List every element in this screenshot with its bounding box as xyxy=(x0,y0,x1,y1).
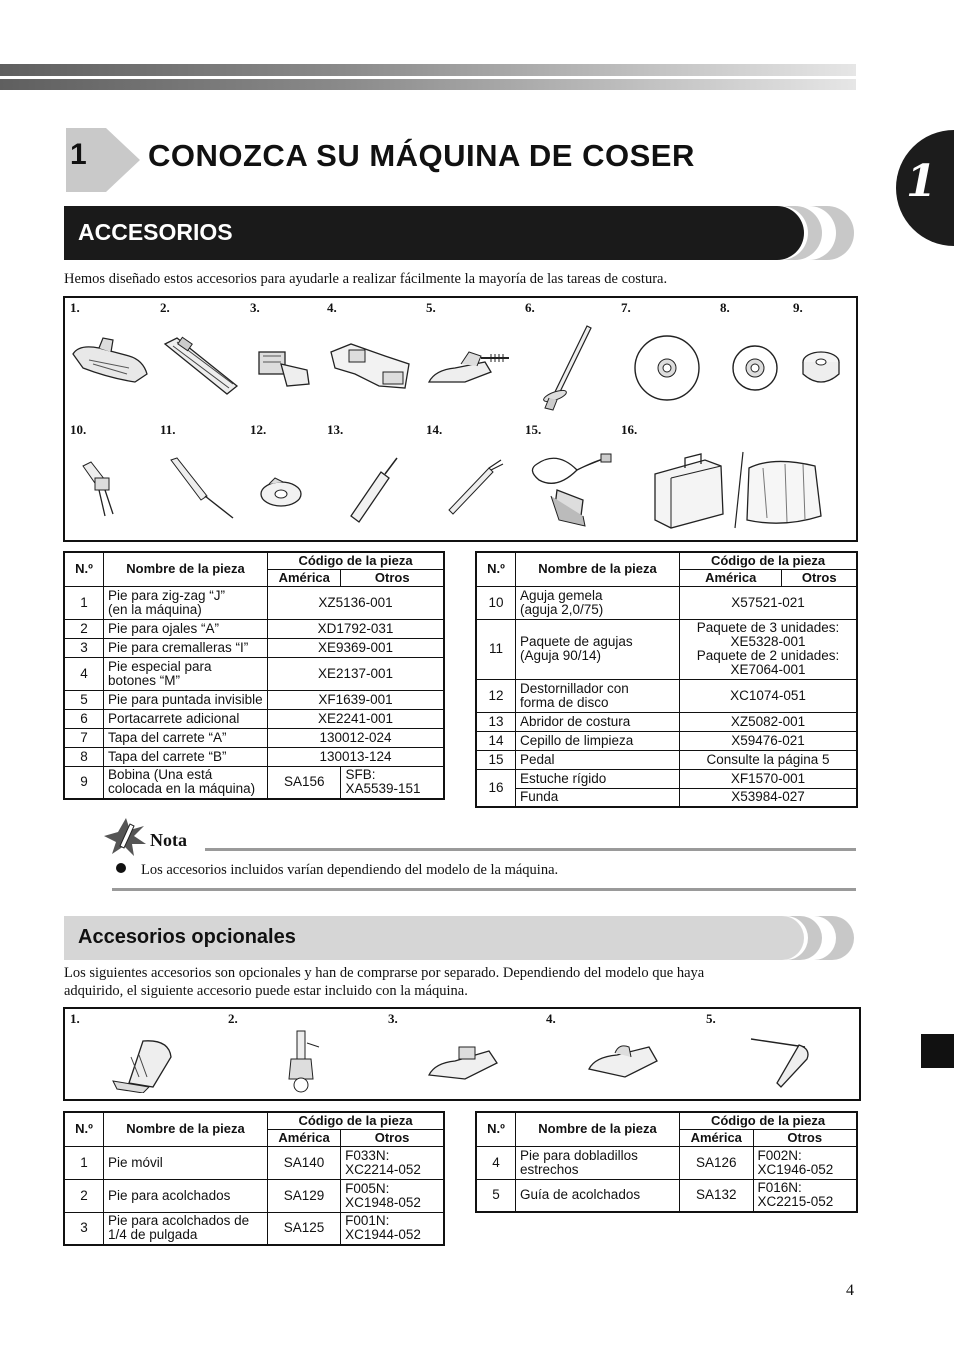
table-row xyxy=(64,619,444,638)
disc-screwdriver-icon xyxy=(259,474,305,510)
part-number: 5 xyxy=(64,690,104,709)
part-number: 5 xyxy=(476,1179,516,1212)
part-name: Abridor de costura xyxy=(516,712,680,731)
figure-label: 3. xyxy=(250,300,260,315)
zigzag-foot-icon xyxy=(69,334,153,394)
part-name: Bobina (Una está colocada en la máquina) xyxy=(104,766,268,799)
part-number: 6 xyxy=(64,709,104,728)
part-number: 8 xyxy=(64,747,104,766)
figure-label: 4. xyxy=(546,1011,556,1026)
header-gradient-bar xyxy=(0,64,856,90)
figure-label: 6. xyxy=(525,300,535,315)
section-header-accesorios xyxy=(64,206,854,260)
col-header-america: América xyxy=(268,569,341,586)
narrow-hemmer-foot-icon xyxy=(585,1039,661,1085)
table-row xyxy=(476,712,857,731)
part-code-america: SA126 xyxy=(680,1146,754,1179)
col-header-name: Nombre de la pieza xyxy=(104,1112,268,1146)
figure-label: 5. xyxy=(706,1011,716,1026)
col-header-name: Nombre de la pieza xyxy=(104,552,268,586)
table-row xyxy=(476,769,857,788)
chapter-tab-number: 1 xyxy=(906,156,937,207)
part-name: Pie para cremalleras “I” xyxy=(104,638,268,657)
figure-label: 2. xyxy=(160,300,170,315)
figure-label: 7. xyxy=(621,300,631,315)
part-name: Pedal xyxy=(516,750,680,769)
foot-pedal-icon xyxy=(527,450,617,530)
part-code: X53984-027 xyxy=(680,788,858,807)
part-code: Paquete de 3 unidades: XE5328-001 Paquete de 2 unidades: XE7064-001 xyxy=(680,619,858,679)
col-header-america: América xyxy=(680,1129,754,1146)
table-row xyxy=(476,788,857,807)
part-code-otros: F005N: XC1948-052 xyxy=(341,1179,444,1212)
part-name: Tapa del carrete “B” xyxy=(104,747,268,766)
dust-cover-icon xyxy=(733,448,825,532)
part-code-america: SA156 xyxy=(268,766,341,799)
part-code: X57521-021 xyxy=(680,586,858,619)
part-name: Pie para acolchados de 1/4 de pulgada xyxy=(104,1212,268,1245)
quilting-foot-icon xyxy=(277,1029,327,1095)
part-number: 16 xyxy=(476,769,516,807)
table-header-row xyxy=(476,1112,857,1129)
figure-label: 3. xyxy=(388,1011,398,1026)
col-header-code: Código de la pieza xyxy=(680,1112,858,1129)
part-name: Pie para dobladillos estrechos xyxy=(516,1146,680,1179)
quarter-inch-foot-icon xyxy=(425,1041,501,1085)
col-header-number: N.º xyxy=(64,552,104,586)
accesorios-intro: Hemos diseñado estos accesorios para ayudarle a realizar fácilmente la mayoría de las tareas de costura. xyxy=(64,271,668,287)
col-header-name: Nombre de la pieza xyxy=(516,552,680,586)
part-name: Guía de acolchados xyxy=(516,1179,680,1212)
opcionales-intro-line2: adquirido, el siguiente accesorio puede estar incluido con la máquina. xyxy=(64,983,468,999)
figure-label: 12. xyxy=(250,422,267,437)
accessories-figure xyxy=(63,296,858,542)
quilting-guide-icon xyxy=(749,1035,815,1091)
part-name: Portacarrete adicional xyxy=(104,709,268,728)
figure-label: 1. xyxy=(70,300,80,315)
table-row xyxy=(64,1146,444,1179)
part-name: Pie móvil xyxy=(104,1146,268,1179)
part-number: 11 xyxy=(476,619,516,679)
part-number: 2 xyxy=(64,1179,104,1212)
part-number: 1 xyxy=(64,586,104,619)
table-row xyxy=(476,1146,857,1179)
part-code: XC1074-051 xyxy=(680,679,858,712)
part-number: 15 xyxy=(476,750,516,769)
nota-rule-bottom xyxy=(112,888,856,891)
part-code: Consulte la página 5 xyxy=(680,750,858,769)
part-code: X59476-021 xyxy=(680,731,858,750)
table-row xyxy=(64,1212,444,1245)
table-row xyxy=(476,1179,857,1212)
section-header-opcionales xyxy=(64,916,854,960)
col-header-america: América xyxy=(268,1129,341,1146)
table-header-row xyxy=(64,552,444,569)
figure-label: 8. xyxy=(720,300,730,315)
part-code: XZ5082-001 xyxy=(680,712,858,731)
figure-label: 5. xyxy=(426,300,436,315)
opcionales-intro-line1: Los siguientes accesorios son opcionales y han de comprarse por separado. Dependiendo del modelo que haya xyxy=(64,965,705,981)
buttonhole-foot-icon xyxy=(161,334,243,400)
part-number: 9 xyxy=(64,766,104,799)
spool-cap-b-icon xyxy=(729,342,781,394)
nota-icon xyxy=(104,818,148,856)
part-number: 4 xyxy=(64,657,104,690)
part-number: 7 xyxy=(64,728,104,747)
part-number: 4 xyxy=(476,1146,516,1179)
table-row xyxy=(64,586,444,619)
part-code: XE2241-001 xyxy=(268,709,445,728)
part-code-america: SA129 xyxy=(268,1179,341,1212)
table-row xyxy=(476,679,857,712)
figure-label: 10. xyxy=(70,422,87,437)
walking-foot-icon xyxy=(109,1037,179,1093)
table-row xyxy=(64,709,444,728)
col-header-america: América xyxy=(680,569,782,586)
chapter-title: CONOZCA SU MÁQUINA DE COSER xyxy=(148,138,695,173)
optional-table-left xyxy=(63,1111,445,1246)
table-row xyxy=(64,690,444,709)
part-name: Funda xyxy=(516,788,680,807)
part-code-otros: F016N: XC2215-052 xyxy=(753,1179,857,1212)
part-number: 1 xyxy=(64,1146,104,1179)
accessories-table-right xyxy=(475,551,858,808)
figure-label: 9. xyxy=(793,300,803,315)
figure-label: 11. xyxy=(160,422,176,437)
col-header-otros: Otros xyxy=(341,569,444,586)
part-number: 10 xyxy=(476,586,516,619)
part-code-america: SA132 xyxy=(680,1179,754,1212)
col-header-code: Código de la pieza xyxy=(268,1112,445,1129)
part-code: XZ5136-001 xyxy=(268,586,445,619)
seam-ripper-icon xyxy=(341,454,405,524)
table-row xyxy=(64,728,444,747)
figure-label: 16. xyxy=(621,422,638,437)
needle-icon xyxy=(167,456,237,522)
figure-label: 2. xyxy=(228,1011,238,1026)
col-header-otros: Otros xyxy=(782,569,857,586)
part-code: 130013-124 xyxy=(268,747,445,766)
part-name: Estuche rígido xyxy=(516,769,680,788)
table-row xyxy=(64,747,444,766)
col-header-number: N.º xyxy=(476,552,516,586)
figure-label: 15. xyxy=(525,422,542,437)
side-thumb-marker xyxy=(921,1034,954,1068)
figure-label: 13. xyxy=(327,422,344,437)
figure-label: 4. xyxy=(327,300,337,315)
part-code: XF1570-001 xyxy=(680,769,858,788)
optional-accessories-figure xyxy=(63,1007,861,1101)
part-name: Pie para ojales “A” xyxy=(104,619,268,638)
part-name: Pie especial para botones “M” xyxy=(104,657,268,690)
blind-stitch-foot-icon xyxy=(425,344,517,388)
part-name: Cepillo de limpieza xyxy=(516,731,680,750)
part-name: Destornillador con forma de disco xyxy=(516,679,680,712)
page-number: 4 xyxy=(846,1282,854,1299)
chapter-tab xyxy=(896,130,954,246)
table-row xyxy=(64,1179,444,1212)
part-name: Paquete de agujas (Aguja 90/14) xyxy=(516,619,680,679)
part-code: XE9369-001 xyxy=(268,638,445,657)
part-name: Pie para acolchados xyxy=(104,1179,268,1212)
col-header-code: Código de la pieza xyxy=(680,552,858,569)
part-code-otros: F001N: XC1944-052 xyxy=(341,1212,444,1245)
part-code-otros: F002N: XC1946-052 xyxy=(753,1146,857,1179)
nota-rule-top xyxy=(205,848,856,851)
figure-label: 14. xyxy=(426,422,443,437)
part-code-otros: F033N: XC2214-052 xyxy=(341,1146,444,1179)
section-title: Accesorios opcionales xyxy=(78,926,296,948)
part-number: 3 xyxy=(64,638,104,657)
table-row xyxy=(476,750,857,769)
button-foot-icon xyxy=(325,338,415,394)
zipper-foot-icon xyxy=(251,344,315,394)
part-code: 130012-024 xyxy=(268,728,445,747)
optional-table-right xyxy=(475,1111,858,1213)
part-name: Pie para puntada invisible xyxy=(104,690,268,709)
table-header-row xyxy=(476,552,857,569)
cleaning-brush-icon xyxy=(445,456,505,516)
part-number: 2 xyxy=(64,619,104,638)
chapter-number: 1 xyxy=(70,138,87,171)
part-name: Tapa del carrete “A” xyxy=(104,728,268,747)
table-row xyxy=(64,657,444,690)
table-row xyxy=(64,766,444,799)
figure-label: 1. xyxy=(70,1011,80,1026)
part-code: XF1639-001 xyxy=(268,690,445,709)
nota-text: Los accesorios incluidos varían dependiendo del modelo de la máquina. xyxy=(141,862,559,878)
table-row xyxy=(476,619,857,679)
section-title: ACCESORIOS xyxy=(78,219,233,245)
bobbin-icon xyxy=(799,344,849,394)
col-header-name: Nombre de la pieza xyxy=(516,1112,680,1146)
part-code-otros: SFB: XA5539-151 xyxy=(341,766,444,799)
table-header-row xyxy=(64,1112,444,1129)
col-header-otros: Otros xyxy=(341,1129,444,1146)
accessories-table-left xyxy=(63,551,445,800)
part-number: 3 xyxy=(64,1212,104,1245)
table-row xyxy=(64,638,444,657)
part-number: 12 xyxy=(476,679,516,712)
part-name: Pie para zig-zag “J” (en la máquina) xyxy=(104,586,268,619)
col-header-code: Código de la pieza xyxy=(268,552,445,569)
spool-cap-a-icon xyxy=(631,332,703,404)
part-code-america: SA125 xyxy=(268,1212,341,1245)
part-code: XD1792-031 xyxy=(268,619,445,638)
nota-label: Nota xyxy=(150,830,187,850)
bullet-icon xyxy=(116,863,126,873)
col-header-number: N.º xyxy=(476,1112,516,1146)
col-header-otros: Otros xyxy=(753,1129,857,1146)
part-number: 14 xyxy=(476,731,516,750)
table-row xyxy=(476,586,857,619)
hard-case-icon xyxy=(649,450,729,530)
table-row xyxy=(476,731,857,750)
part-number: 13 xyxy=(476,712,516,731)
part-name: Aguja gemela (aguja 2,0/75) xyxy=(516,586,680,619)
spool-pin-icon xyxy=(535,322,601,412)
part-code: XE2137-001 xyxy=(268,657,445,690)
col-header-number: N.º xyxy=(64,1112,104,1146)
part-code-america: SA140 xyxy=(268,1146,341,1179)
twin-needle-icon xyxy=(79,458,119,520)
